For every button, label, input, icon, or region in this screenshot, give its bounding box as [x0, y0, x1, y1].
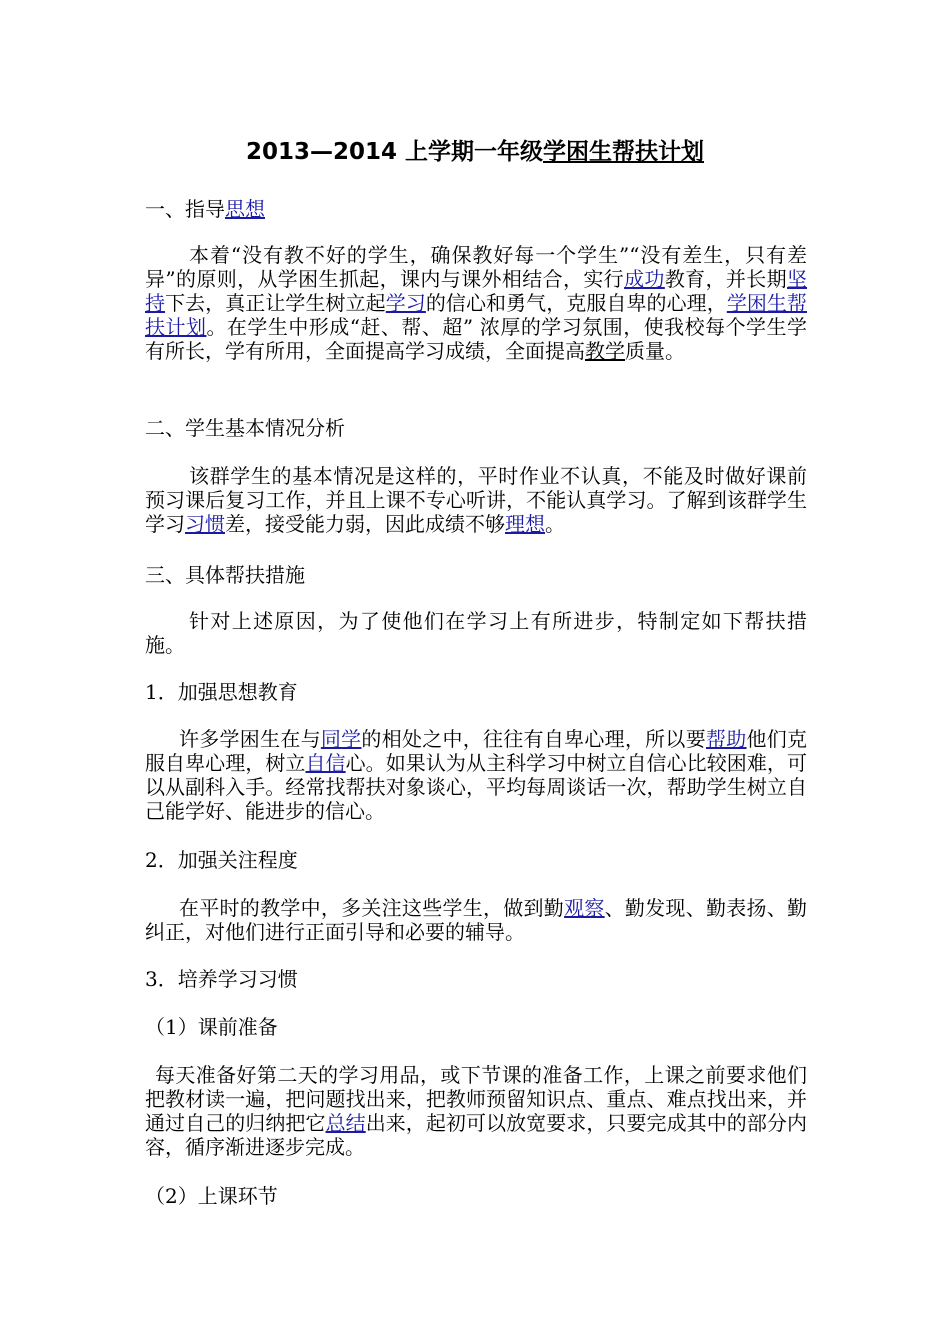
link-jianchi[interactable]: 坚持 [145, 267, 808, 315]
p1-text-5: 。在学生中形成“赶、帮、超” 浓厚的学习氛围，使我校每个学生学有所长，学有所用，全面提高学习成绩，全面提高 [145, 315, 808, 363]
p5-text-1: 在平时的教学中，多关注这些学生，做到勤 [179, 896, 565, 920]
subheading-2: 2．加强关注程度 [145, 848, 298, 872]
link-tongxue[interactable]: 同学 [320, 727, 362, 751]
link-zongjie[interactable]: 总结 [325, 1111, 366, 1135]
paragraph-student-analysis [145, 464, 807, 536]
paragraph-measures-intro: 针对上述原因，为了使他们在学习上有所进步，特制定如下帮扶措施。 [145, 609, 807, 657]
p4-text-2: 的相处之中，往往有自卑心理，所以要 [361, 727, 706, 751]
link-zixin[interactable]: 自信 [305, 751, 346, 775]
p1-text-4: 的信心和勇气，克服自卑的心理， [425, 291, 727, 315]
paragraph-guiding-idea [145, 243, 807, 363]
p1-text-2: 教育，并长期 [664, 267, 788, 291]
paragraph-ideology-education [145, 727, 807, 823]
link-bangzhu[interactable]: 帮助 [705, 727, 747, 751]
p1-text-6: 质量。 [625, 339, 685, 363]
link-chenggong[interactable]: 成功 [624, 267, 665, 291]
p1-text-1: 本着“没有教不好的学生，确保教好每一个学生”“没有差生，只有差异”的原则，从学困生抓起，课内与课外相结合，实行 [145, 243, 807, 291]
p7-text-1: 每天准备好第二天的学习用品，或下节课的准备工作，上课之前要求他们把教材读一遍，把问题找出来，把教师预留知识点、重点、难点找出来，并通过自己的归纳把它 [145, 1063, 807, 1135]
section-heading-3: 三、具体帮扶措施 [145, 563, 305, 587]
p2-text-2: 差，接受能力弱，因此成绩不够 [225, 512, 505, 536]
subheading-3: 3．培养学习习惯 [145, 967, 298, 991]
p2-text-1: 该群学生的基本情况是这样的，平时作业不认真，不能及时做好课前预习课后复习工作，并且上课不专心听讲，不能认真学习。了解到该群学生学习 [145, 464, 807, 536]
subheading-3-2: （2）上课环节 [145, 1184, 278, 1208]
subheading-1: 1．加强思想教育 [145, 680, 298, 704]
link-xuexi[interactable]: 学习 [385, 291, 426, 315]
p1-text-3: 下去，真正让学生树立起 [165, 291, 386, 315]
link-bangfu-jihua[interactable]: 学困生帮扶计划 [145, 291, 807, 339]
p2-text-3: 。 [545, 512, 565, 536]
subheading-3-1: （1）课前准备 [145, 1015, 278, 1039]
p4-text-4: 心。如果认为从主科学习中树立自信心比较困难，可以从副科入手。经常找帮扶对象谈心，平均每周谈话一次，帮助学生树立自己能学好、能进步的信心。 [145, 751, 807, 823]
link-sixiang[interactable]: 思想 [225, 197, 265, 221]
title-underlined: 学困生帮扶计划 [543, 139, 705, 165]
page-title [0, 133, 950, 166]
link-guancha[interactable]: 观察 [564, 896, 605, 920]
p4-text-3: 他们克服自卑心理，树立 [145, 727, 808, 775]
p7-text-2: 出来，起初可以放宽要求，只要完成其中的部分内容，循序渐进逐步完成。 [145, 1111, 807, 1159]
p5-text-2: 、勤发现、勤表扬、勤纠正，对他们进行正面引导和必要的辅导。 [145, 896, 808, 944]
paragraph-attention [145, 896, 807, 944]
p4-text-1: 许多学困生在与 [179, 727, 321, 751]
section-heading-1 [145, 197, 265, 221]
paragraph-preparation [145, 1063, 807, 1159]
title-prefix: 2013—2014 上学期一年级 [245, 139, 544, 165]
section-heading-2: 二、学生基本情况分析 [145, 416, 345, 440]
link-xiguan[interactable]: 习惯 [185, 512, 225, 536]
underlined-jiaoxue: 教学 [585, 339, 625, 363]
section-1-label: 一、指导 [145, 197, 225, 221]
link-lixiang[interactable]: 理想 [505, 512, 545, 536]
